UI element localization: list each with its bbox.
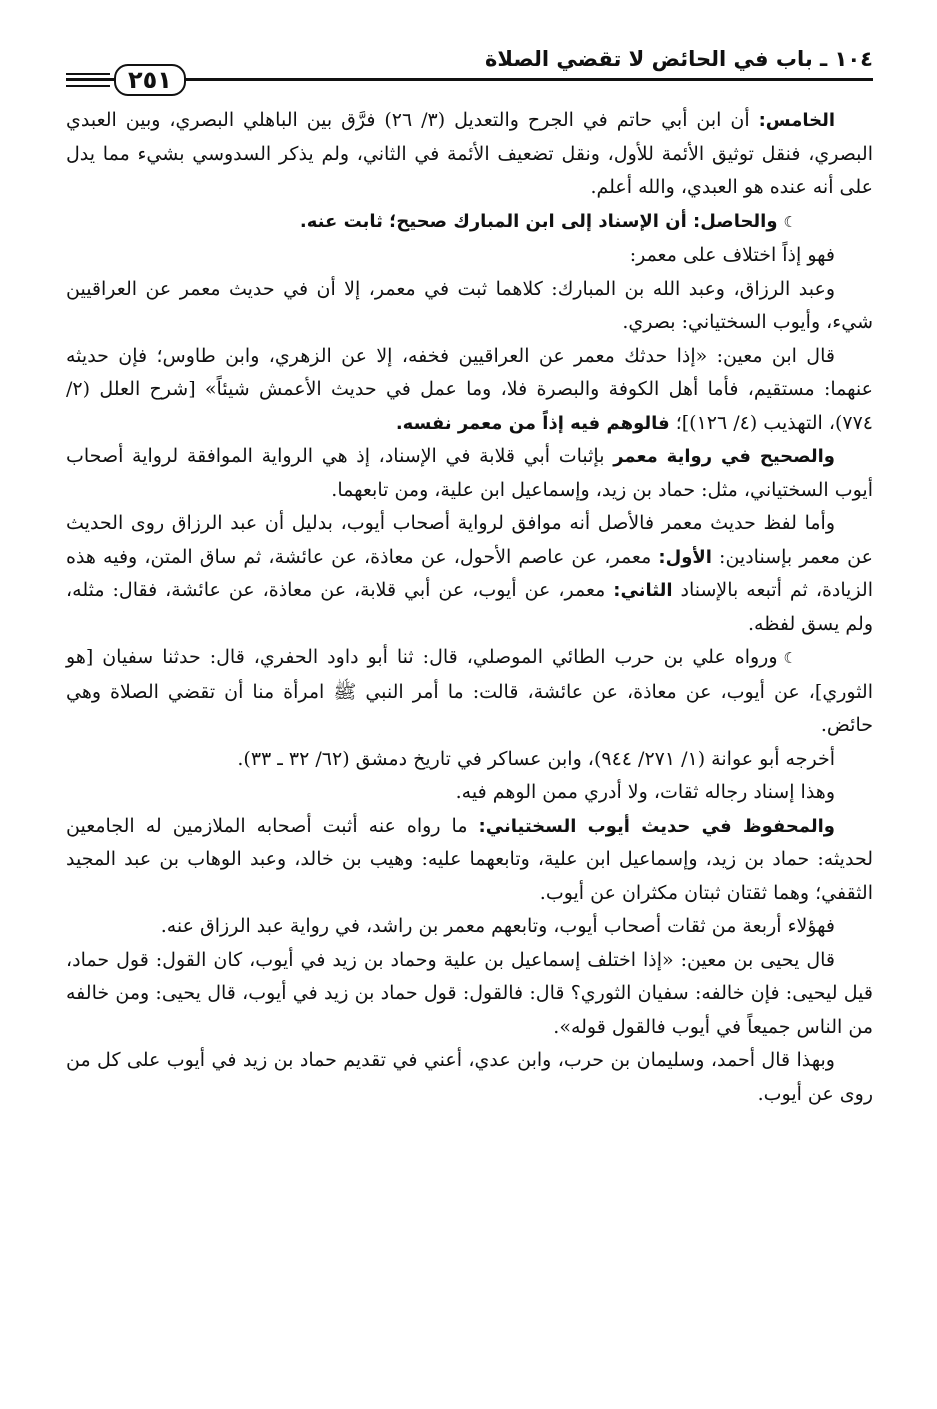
paragraph xyxy=(66,205,873,240)
crescent-bullet-icon: ☾ xyxy=(783,649,797,667)
paragraph xyxy=(66,507,873,641)
paragraph xyxy=(66,104,873,205)
paragraph xyxy=(66,810,873,911)
bold-lead: والحاصل: أن الإسناد إلى ابن المبارك صحيح؛ ثابت عنه. xyxy=(299,210,778,232)
paragraph-text: معمر، عن أيوب، عن أبي قلابة، عن معاذة، عن عائشة، فقال: مثله، ولم يسق لفظه. xyxy=(66,579,873,635)
paragraph xyxy=(66,776,873,810)
paragraph-text: وبهذا قال أحمد، وسليمان بن حرب، وابن عدي، أعني في تقديم حماد بن زيد في أيوب على كل من روى عن أيوب. xyxy=(66,1049,873,1105)
paragraph-text: بإثبات أبي قلابة في الإسناد، إذ هي الرواية الموافقة لرواية أصحاب أيوب السختياني، مثل: حماد بن زيد، وإسماعيل ابن علية، ومن تابعهما. xyxy=(66,445,873,501)
page-header xyxy=(66,38,873,100)
page-number-ornament xyxy=(66,64,186,96)
paragraph xyxy=(66,239,873,273)
crescent-bullet-icon: ☾ xyxy=(783,212,797,231)
page-body xyxy=(66,104,873,1111)
paragraph-text: وأما لفظ حديث معمر فالأصل أنه موافق لرواية أصحاب أيوب، بدليل أن عبد الرزاق روى الحديث عن معمر بإسنادين: xyxy=(66,512,873,568)
paragraph-text: ورواه علي بن حرب الطائي الموصلي، قال: ثنا أبو داود الحفري، قال: حدثنا سفيان [هو الثوري]، عن أيوب، عن معاذة، عن عائشة، قالت: ما أمر النبي ﷺ امرأة منا أن تقضي الصلاة وهي حائض. xyxy=(66,646,873,736)
paragraph-text: معمر، عن عاصم الأحول، عن معاذة، عن عائشة، ثم ساق المتن، وفيه هذه الزيادة، ثم أتبعه بالإسناد xyxy=(66,545,873,601)
paragraph-text: فهو إذاً اختلاف على معمر: xyxy=(629,244,835,266)
bold-label: الأول: xyxy=(658,546,712,568)
paragraph xyxy=(66,641,873,743)
paragraph-text: قال يحيى بن معين: «إذا اختلف إسماعيل بن علية وحماد بن زيد في أيوب، كان القول: قول حماد، قيل ليحيى: فإن خالفه: سفيان الثوري؟ قال: فالقول: قول حماد بن زيد في أيوب، قال يحيى: ومن خالفه من الناس جميعاً في أيوب فالقول قوله». xyxy=(66,948,873,1038)
paragraph xyxy=(66,944,873,1045)
bold-tail: فالوهم فيه إذاً من معمر نفسه. xyxy=(395,412,670,434)
paragraph-text: أن ابن أبي حاتم في الجرح والتعديل (٣/ ٢٦) فرَّق بين الباهلي البصري، وبين العبدي البصري، فنقل توثيق الأئمة للأول، ونقل تضعيف الأئمة في الثاني، ولم يذكر السدوسي بشيء مما يدل على أنه عنده هو العبدي، والله أعلم. xyxy=(66,109,873,198)
bold-label: الثاني: xyxy=(613,580,673,601)
bold-lead: والصحيح في رواية معمر xyxy=(613,446,835,467)
paragraph xyxy=(66,743,873,777)
paragraph-text: وهذا إسناد رجاله ثقات، ولا أدري ممن الوهم فيه. xyxy=(455,781,835,803)
paragraph xyxy=(66,273,873,340)
paragraph xyxy=(66,1044,873,1111)
double-rule-ornament xyxy=(66,73,110,87)
paragraph xyxy=(66,910,873,944)
header-rule xyxy=(66,78,873,81)
paragraph-text: وعبد الرزاق، وعبد الله بن المبارك: كلاهما ثبت في معمر، إلا أن في حديث معمر عن العراقيين شيء، وأيوب السختياني: بصري. xyxy=(66,277,873,333)
chapter-title: ١٠٤ ـ باب في الحائض لا تقضي الصلاة xyxy=(484,47,873,71)
page-number: ٢٥١ xyxy=(114,64,186,96)
bold-lead: والمحفوظ في حديث أيوب السختياني: xyxy=(478,815,835,837)
paragraph-text: أخرجه أبو عوانة (١/ ٢٧١/ ٩٤٤)، وابن عساكر في تاريخ دمشق (٦٢/ ٣٢ ـ ٣٣). xyxy=(237,747,835,770)
paragraph-text: ما رواه عنه أثبت أصحابه الملازمين له الجامعين لحديثه: حماد بن زيد، وإسماعيل ابن علية، وتابعهما عليه: وهيب بن خالد، وعبد الوهاب بن عبد المجيد الثقفي؛ وهما ثقتان ثبتان مكثران عن أيوب. xyxy=(66,814,873,904)
paragraph xyxy=(66,340,873,441)
paragraph-text: فهؤلاء أربعة من ثقات أصحاب أيوب، وتابعهم معمر بن راشد، في رواية عبد الرزاق عنه. xyxy=(160,915,835,937)
bold-lead: الخامس: xyxy=(758,110,836,131)
paragraph-text: قال ابن معين: «إذا حدثك معمر عن العراقيين فخفه، إلا عن الزهري، وابن طاوس؛ فإن حديثه عنهما: مستقيم، فأما أهل الكوفة والبصرة فلا، وما عمل في حديث الأعمش شيئاً» [شرح العلل (٢/ ٧٧٤)، التهذيب (٤/ ١٢٦)]؛ xyxy=(66,344,873,434)
paragraph xyxy=(66,440,873,507)
